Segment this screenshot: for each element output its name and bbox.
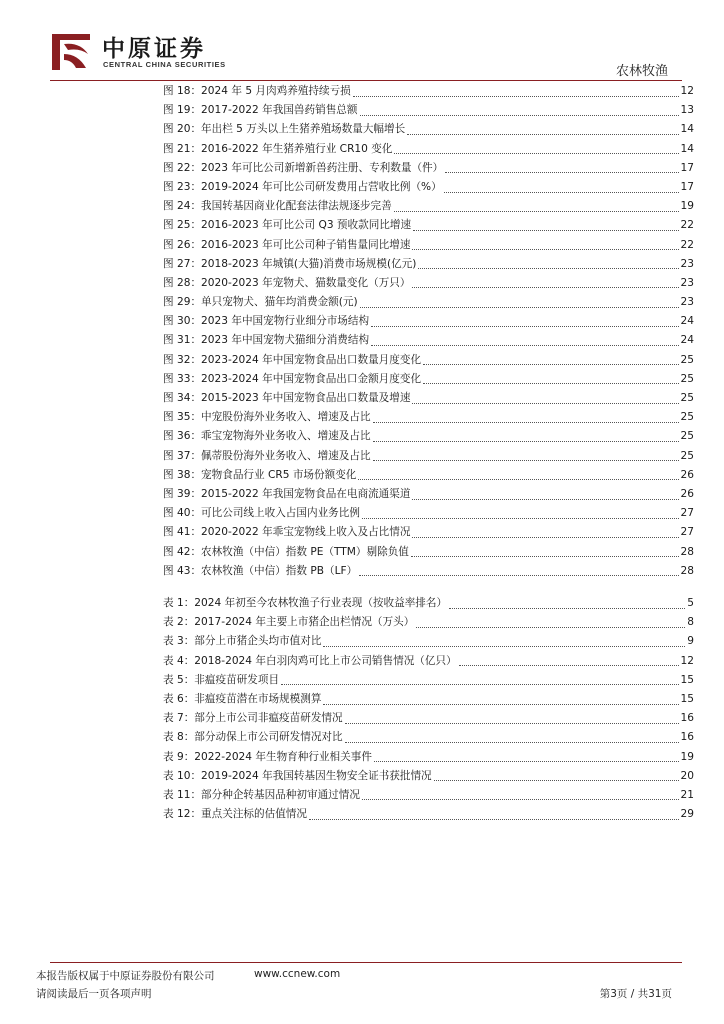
figure-entry[interactable]	[163, 101, 694, 120]
figure-entry-page: 22	[680, 219, 694, 232]
figure-entry-label: 图 18：2024 年 5 月肉鸡养殖持续亏损	[163, 85, 351, 97]
dot-leader	[281, 683, 678, 685]
dot-leader	[418, 267, 678, 269]
footer-divider	[50, 962, 682, 963]
figure-entry[interactable]	[163, 543, 694, 562]
figure-entry[interactable]	[163, 82, 694, 101]
dot-leader	[373, 440, 679, 442]
figure-entry[interactable]	[163, 447, 694, 466]
figure-entry[interactable]	[163, 485, 694, 504]
figure-entry-page: 25	[680, 353, 694, 366]
table-entry-page: 12	[680, 654, 694, 667]
figure-entry[interactable]	[163, 274, 694, 293]
figure-entry-label: 图 40：可比公司线上收入占国内业务比例	[163, 507, 360, 520]
table-entry-label: 表 12：重点关注标的估值情况	[163, 808, 307, 821]
figure-entry-label: 图 22：2023 年可比公司新增新兽药注册、专利数量（件）	[163, 161, 444, 174]
dot-leader	[412, 248, 678, 250]
dot-leader	[362, 798, 679, 800]
figure-entry[interactable]	[163, 523, 694, 542]
dot-leader	[444, 191, 679, 193]
table-entry-label: 表 8：部分动保上市公司研发情况对比	[163, 731, 343, 744]
table-entry-label: 表 9：2022-2024 年生物育种行业相关事件	[163, 750, 372, 763]
table-entry-page: 16	[680, 731, 694, 744]
table-entry[interactable]	[163, 613, 694, 632]
figure-index	[163, 82, 694, 581]
table-entry-page: 15	[680, 692, 694, 705]
figure-entry[interactable]	[163, 389, 694, 408]
figure-entry-label: 图 39：2015-2022 年我国宠物食品在电商流通渠道	[163, 487, 411, 500]
figure-entry-label: 图 42：农林牧渔（中信）指数 PE（TTM）剔除负值	[163, 545, 409, 558]
figure-entry-label: 图 21：2016-2022 年生猪养殖行业 CR10 变化	[163, 142, 393, 155]
figure-entry-page: 26	[680, 468, 694, 481]
dot-leader	[411, 555, 679, 557]
figure-entry-page: 25	[680, 449, 694, 462]
figure-entry[interactable]	[163, 293, 694, 312]
figure-entry-label: 图 36：乖宝宠物海外业务收入、增速及占比	[163, 430, 371, 443]
figure-entry-page: 17	[680, 161, 694, 174]
dot-leader	[358, 478, 678, 480]
dot-leader	[412, 402, 678, 404]
footer-copyright: 本报告版权属于中原证券股份有限公司	[36, 970, 215, 982]
dot-leader	[323, 645, 685, 647]
figure-entry-label: 图 31：2023 年中国宠物犬猫细分消费结构	[163, 334, 370, 347]
figure-entry-page: 27	[680, 507, 694, 520]
dot-leader	[359, 574, 678, 576]
figure-entry-page: 23	[680, 296, 694, 309]
figure-entry-page: 25	[680, 372, 694, 385]
figure-entry[interactable]	[163, 427, 694, 446]
dot-leader	[362, 517, 679, 519]
table-entry[interactable]	[163, 748, 694, 767]
footer-disclaimer: 请阅读最后一页各项声明	[36, 988, 152, 1000]
dot-leader	[407, 133, 678, 135]
figure-entry-label: 图 29：单只宠物犬、猫年均消费金额(元)	[163, 296, 358, 309]
table-entry[interactable]	[163, 652, 694, 671]
figure-entry[interactable]	[163, 466, 694, 485]
dot-leader	[360, 306, 679, 308]
header-divider	[50, 80, 682, 81]
dot-leader	[394, 210, 679, 212]
table-entry[interactable]	[163, 594, 694, 613]
table-entry[interactable]	[163, 690, 694, 709]
table-entry-label: 表 5：非瘟疫苗研发项目	[163, 673, 280, 686]
dot-leader	[371, 344, 678, 346]
dot-leader	[353, 95, 679, 97]
dot-leader	[374, 760, 679, 762]
dot-leader	[360, 114, 679, 116]
table-entry[interactable]	[163, 709, 694, 728]
figure-entry-page: 26	[680, 487, 694, 500]
figure-entry[interactable]	[163, 351, 694, 370]
dot-leader	[373, 421, 679, 423]
figure-entry-page: 14	[680, 123, 694, 136]
figure-entry-page: 14	[680, 142, 694, 155]
table-entry-page: 8	[687, 616, 694, 629]
figure-entry-page: 19	[680, 200, 694, 213]
table-entry-page: 29	[680, 808, 694, 821]
logo-company-cn: 中原证券	[102, 35, 206, 62]
table-entry-label: 表 3：部分上市猪企头均市值对比	[163, 635, 322, 648]
table-entry-label: 表 4：2018-2024 年白羽肉鸡可比上市公司销售情况（亿只）	[163, 654, 457, 667]
figure-entry-label: 图 19：2017-2022 年我国兽药销售总额	[163, 104, 358, 117]
table-entry-page: 16	[680, 712, 694, 725]
figure-entry-page: 28	[680, 545, 694, 558]
figure-entry[interactable]	[163, 120, 694, 139]
figure-entry-page: 24	[680, 315, 694, 328]
figure-entry-label: 图 43：农林牧渔（中信）指数 PB（LF）	[163, 564, 358, 577]
figure-entry-page: 23	[680, 257, 694, 270]
table-entry-page: 20	[680, 769, 694, 782]
figure-entry[interactable]	[163, 159, 694, 178]
figure-entry-page: 13	[680, 104, 694, 117]
dot-leader	[371, 325, 678, 327]
table-index	[163, 594, 694, 824]
dot-leader	[412, 498, 678, 500]
figure-entry-page: 12	[680, 85, 694, 97]
figure-entry-label: 图 25：2016-2023 年可比公司 Q3 预收款同比增速	[163, 219, 412, 232]
dot-leader	[434, 779, 679, 781]
figure-entry-label: 图 26：2016-2023 年可比公司种子销售量同比增速	[163, 238, 411, 251]
table-entry-label: 表 10：2019-2024 年我国转基因生物安全证书获批情况	[163, 769, 432, 782]
table-entry-label: 表 7：部分上市公司非瘟疫苗研发情况	[163, 712, 343, 725]
figure-entry[interactable]	[163, 331, 694, 350]
figure-entry-page: 22	[680, 238, 694, 251]
table-entry-page: 9	[687, 635, 694, 648]
table-entry-label: 表 2：2017-2024 年主要上市猪企出栏情况（万头）	[163, 616, 415, 629]
table-entry[interactable]	[163, 786, 694, 805]
dot-leader	[445, 171, 678, 173]
dot-leader	[449, 607, 685, 609]
figure-entry-page: 25	[680, 411, 694, 424]
table-entry[interactable]	[163, 767, 694, 786]
figure-entry[interactable]	[163, 562, 694, 581]
figure-entry-label: 图 32：2023-2024 年中国宠物食品出口数量月度变化	[163, 353, 422, 366]
figure-entry[interactable]	[163, 370, 694, 389]
figure-entry[interactable]	[163, 255, 694, 274]
table-entry-label: 表 1：2024 年初至今农林牧渔子行业表现（按收益率排名）	[163, 597, 448, 609]
dot-leader	[423, 363, 678, 365]
table-entry-label: 表 11：部分种企转基因品种初审通过情况	[163, 788, 360, 801]
figure-entry-label: 图 28：2020-2023 年宠物犬、猫数量变化（万只）	[163, 276, 411, 289]
figure-entry[interactable]	[163, 216, 694, 235]
figure-entry[interactable]	[163, 197, 694, 216]
dot-leader	[323, 703, 678, 705]
table-entry[interactable]	[163, 671, 694, 690]
table-entry-label: 表 6：非瘟疫苗潜在市场规模测算	[163, 692, 322, 705]
figure-entry-label: 图 24：我国转基因商业化配套法律法规逐步完善	[163, 200, 392, 213]
table-entry[interactable]	[163, 728, 694, 747]
dot-leader	[345, 741, 679, 743]
figure-entry[interactable]	[163, 236, 694, 255]
company-logo	[50, 30, 250, 74]
dot-leader	[345, 722, 679, 724]
figure-entry[interactable]	[163, 504, 694, 523]
figure-entry-label: 图 34：2015-2023 年中国宠物食品出口数量及增速	[163, 392, 411, 404]
figure-entry-page: 23	[680, 276, 694, 289]
figure-entry-page: 27	[680, 526, 694, 539]
figure-entry-page: 28	[680, 564, 694, 577]
dot-leader	[413, 229, 678, 231]
table-entry-page: 21	[680, 788, 694, 801]
table-entry-page: 19	[680, 750, 694, 763]
footer-website[interactable]: www.ccnew.com	[254, 968, 341, 980]
dot-leader	[412, 286, 678, 288]
page-header	[0, 0, 724, 80]
figure-entry-label: 图 41：2020-2022 年乖宝宠物线上收入及占比情况	[163, 526, 411, 539]
table-entry[interactable]	[163, 632, 694, 651]
figure-entry[interactable]	[163, 312, 694, 331]
figure-entry-label: 图 37：佩蒂股份海外业务收入、增速及占比	[163, 449, 371, 462]
figure-entry[interactable]	[163, 408, 694, 427]
logo-company-en: CENTRAL CHINA SECURITIES	[103, 60, 226, 69]
figure-entry-label: 图 27：2018-2023 年城镇(大猫)消费市场规模(亿元)	[163, 257, 417, 270]
figure-entry-page: 25	[680, 392, 694, 404]
figure-entry-label: 图 35：中宠股份海外业务收入、增速及占比	[163, 411, 371, 424]
dot-leader	[309, 818, 679, 820]
figure-entry-label: 图 30：2023 年中国宠物行业细分市场结构	[163, 315, 370, 328]
section-title: 农林牧渔	[615, 64, 668, 79]
dot-leader	[423, 382, 678, 384]
figure-entry[interactable]	[163, 140, 694, 159]
table-entry-page: 5	[687, 597, 694, 609]
figure-entry-page: 25	[680, 430, 694, 443]
figure-entry[interactable]	[163, 178, 694, 197]
figure-entry-page: 24	[680, 334, 694, 347]
dot-leader	[373, 459, 679, 461]
figure-entry-label: 图 23：2019-2024 年可比公司研发费用占营收比例（%）	[163, 180, 442, 193]
dot-leader	[412, 536, 678, 538]
figure-entry-page: 17	[680, 180, 694, 193]
dot-leader	[416, 626, 685, 628]
table-entry[interactable]	[163, 805, 694, 824]
dot-leader	[394, 152, 678, 154]
figure-entry-label: 图 38：宠物食品行业 CR5 市场份额变化	[163, 468, 357, 481]
table-entry-page: 15	[680, 673, 694, 686]
footer-page-info: 第3页 / 共31页	[599, 988, 672, 1000]
logo-mark-icon	[50, 32, 92, 72]
dot-leader	[459, 664, 679, 666]
figure-entry-label: 图 33：2023-2024 年中国宠物食品出口金额月度变化	[163, 372, 422, 385]
figure-entry-label: 图 20：年出栏 5 万头以上生猪养殖场数量大幅增长	[163, 123, 406, 136]
